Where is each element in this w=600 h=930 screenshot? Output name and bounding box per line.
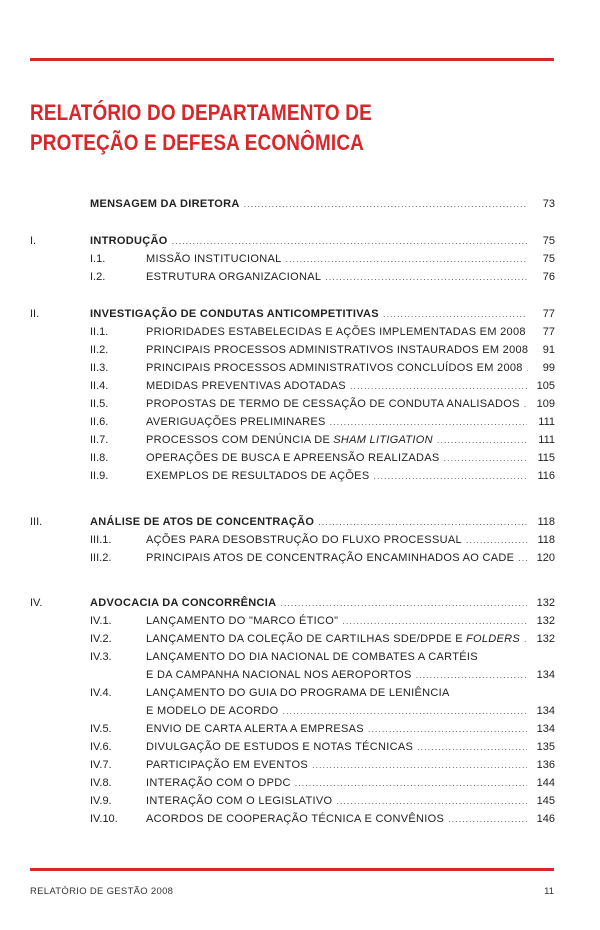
toc-entry-label: AVERIGUAÇÕES PRELIMINARES (146, 416, 326, 428)
toc-entry-label-italic: FOLDERS (465, 633, 521, 645)
toc-entry-page: 144 (536, 777, 555, 789)
toc-entry-text (90, 514, 531, 530)
toc-entry-page: 75 (542, 253, 555, 265)
toc-entry-text (146, 324, 531, 340)
toc-entry (30, 685, 555, 701)
title-line-2: PROTEÇÃO E DEFESA ECONÔMICA (30, 130, 365, 155)
toc-leader-dots (312, 757, 527, 773)
toc-entry-number: IV.1. (90, 615, 112, 627)
toc-entry-text (146, 550, 531, 566)
toc-entry-text (146, 757, 531, 773)
toc-entry (30, 269, 555, 285)
toc-entry (30, 811, 555, 827)
toc-entry-label: MENSAGEM DA DIRETORA (90, 198, 240, 210)
toc-entry-label: ANÁLISE DE ATOS DE CONCENTRAÇÃO (90, 516, 315, 528)
toc-entry-page: 115 (537, 452, 555, 464)
toc-entry (30, 649, 555, 665)
toc-entry-number: II.4. (90, 380, 109, 392)
toc-entry (30, 739, 555, 755)
toc-entry (30, 251, 555, 267)
toc-entry-text (146, 269, 531, 285)
toc-entry (30, 775, 555, 791)
toc-entry-number: IV.3. (90, 651, 112, 663)
toc-leader-dots (518, 550, 527, 566)
toc-entry-text (146, 342, 531, 358)
toc-entry-number: I.2. (90, 271, 106, 283)
toc-entry-page: 145 (536, 795, 555, 807)
toc-entry-label: ESTRUTURA ORGANIZACIONAL (146, 271, 322, 283)
toc-entry (30, 324, 555, 340)
bottom-rule (30, 868, 554, 871)
toc-entry-label: ENVIO DE CARTA ALERTA A EMPRESAS (146, 723, 364, 735)
toc-entry-page: 118 (537, 516, 555, 528)
toc-entry-label: PROCESSOS COM DENÚNCIA DE (146, 434, 331, 446)
toc-entry-number: IV.7. (90, 759, 112, 771)
toc-entry-label: INVESTIGAÇÃO DE CONDUTAS ANTICOMPETITIVAS (90, 308, 379, 320)
toc-entry (30, 360, 555, 376)
toc-entry-page: 77 (542, 326, 555, 338)
toc-leader-dots (342, 613, 527, 629)
toc-entry-page: 109 (536, 398, 555, 410)
toc-entry-number: IV.4. (90, 687, 112, 699)
toc-entry (30, 550, 555, 566)
toc-entry-text (146, 532, 531, 548)
toc-entry-page: 76 (542, 271, 555, 283)
toc-entry-page: 111 (538, 416, 555, 428)
toc-entry-label: E DA CAMPANHA NACIONAL NOS AEROPORTOS (146, 669, 412, 681)
toc-entry (30, 514, 555, 530)
toc-entry-number: II.9. (90, 470, 109, 482)
toc-entry-page: 132 (536, 597, 555, 609)
toc-entry (30, 703, 555, 719)
toc-entry-text (146, 414, 531, 430)
toc-entry-text (146, 251, 531, 267)
toc-entry (30, 532, 555, 548)
toc-entry-label-italic: SHAM LITIGATION (333, 434, 433, 446)
footer-report-title: RELATÓRIO DE GESTÃO 2008 (30, 886, 174, 897)
toc-entry (30, 233, 555, 249)
toc-entry-text (146, 378, 531, 394)
toc-entry (30, 450, 555, 466)
toc-entry-number: I.1. (90, 253, 106, 265)
toc-entry-number: IV.10. (90, 813, 118, 825)
toc-entry-page: 134 (536, 705, 555, 717)
toc-entry-number: III.1. (90, 534, 112, 546)
toc-entry (30, 721, 555, 737)
toc-entry-number: IV.9. (90, 795, 112, 807)
toc-entry-text (146, 396, 531, 412)
toc-entry-label: PRINCIPAIS PROCESSOS ADMINISTRATIVOS INSTAURADOS EM 2008 (146, 344, 529, 356)
toc-entry-label: LANÇAMENTO DA COLEÇÃO DE CARTILHAS SDE/DPDE E (146, 633, 463, 645)
toc-leader-dots (383, 306, 527, 322)
toc-entry-number: I. (30, 235, 37, 247)
toc-entry-number: II. (30, 308, 40, 320)
toc-entry-page: 118 (537, 534, 555, 546)
toc-entry-text (90, 306, 531, 322)
toc-entry-page: 73 (542, 198, 555, 210)
toc-entry-text (90, 233, 531, 249)
toc-entry-label: INTRODUÇÃO (90, 235, 168, 247)
toc-entry-page: 120 (536, 552, 555, 564)
toc-entry-page: 111 (538, 434, 555, 446)
toc-entry-page: 134 (536, 723, 555, 735)
toc-entry-label: OPERAÇÕES DE BUSCA E APREENSÃO REALIZADAS (146, 452, 440, 464)
toc-entry-label: PROPOSTAS DE TERMO DE CESSAÇÃO DE CONDUTA ANALISADOS (146, 398, 520, 410)
toc-entry-label: PRINCIPAIS ATOS DE CONCENTRAÇÃO ENCAMINHADOS AO CADE (146, 552, 515, 564)
toc-entry-number: II.3. (90, 362, 109, 374)
toc-entry-page: 135 (536, 741, 555, 753)
toc-leader-dots (524, 396, 527, 412)
toc-entry-page: 75 (542, 235, 555, 247)
toc-entry-number: II.8. (90, 452, 109, 464)
page-title (30, 98, 494, 158)
toc-entry-page: 134 (536, 669, 555, 681)
toc-entry-label: LANÇAMENTO DO "MARCO ÉTICO" (146, 615, 339, 627)
toc-entry-number: II.7. (90, 434, 109, 446)
toc-entry-page: 105 (536, 380, 555, 392)
toc-entry (30, 613, 555, 629)
toc-entry-number: II.1. (90, 326, 109, 338)
toc-entry-label: INTERAÇÃO COM O LEGISLATIVO (146, 795, 333, 807)
toc-entry-label: PRINCIPAIS PROCESSOS ADMINISTRATIVOS CONCLUÍDOS EM 2008 (146, 362, 523, 374)
toc-entry-label: EXEMPLOS DE RESULTADOS DE AÇÕES (146, 470, 370, 482)
toc-leader-dots (318, 514, 527, 530)
toc-entry-text (146, 775, 531, 791)
toc-entry-label: LANÇAMENTO DO GUIA DO PROGRAMA DE LENIÊNCIA (146, 687, 450, 699)
toc-entry-number: II.5. (90, 398, 109, 410)
toc-entry-text (146, 667, 531, 683)
toc-entry (30, 468, 555, 484)
toc-entry (30, 432, 555, 448)
toc-entry-text (146, 631, 531, 647)
toc-entry-label: ACORDOS DE COOPERAÇÃO TÉCNICA E CONVÊNIOS (146, 813, 445, 825)
toc-leader-dots (524, 631, 527, 647)
toc-entry-number: III.2. (90, 552, 112, 564)
toc-entry-text (146, 360, 531, 376)
toc-entry-text (90, 196, 531, 212)
footer-page-number: 11 (544, 886, 554, 897)
toc-leader-dots (368, 721, 527, 737)
toc-entry-label: DIVULGAÇÃO DE ESTUDOS E NOTAS TÉCNICAS (146, 741, 414, 753)
toc-leader-dots (417, 739, 527, 755)
toc-entry (30, 342, 555, 358)
toc-entry-label: PRIORIDADES ESTABELECIDAS E AÇÕES IMPLEMENTADAS EM 2008 (146, 326, 526, 338)
toc-leader-dots (295, 775, 527, 791)
toc-entry-label: MISSÃO INSTITUCIONAL (146, 253, 282, 265)
toc-entry-text (90, 595, 531, 611)
toc-entry-number: IV.5. (90, 723, 112, 735)
toc-entry-label: MEDIDAS PREVENTIVAS ADOTADAS (146, 380, 346, 392)
toc-entry-number: II.6. (90, 416, 109, 428)
toc-entry-page: 91 (542, 344, 555, 356)
toc-entry (30, 196, 555, 212)
toc-entry-page: 116 (537, 470, 555, 482)
toc-entry (30, 631, 555, 647)
toc-leader-dots (336, 793, 527, 809)
toc-entry-number: III. (30, 516, 43, 528)
toc-leader-dots (466, 532, 527, 548)
toc-entry (30, 414, 555, 430)
toc-entry (30, 757, 555, 773)
toc-leader-dots (350, 378, 527, 394)
toc-entry-text (146, 649, 531, 665)
toc-entry-text (146, 613, 531, 629)
toc-entry-label: E MODELO DE ACORDO (146, 705, 279, 717)
toc-entry-label: LANÇAMENTO DO DIA NACIONAL DE COMBATES A CARTÉIS (146, 651, 478, 663)
toc-entry-text (146, 703, 531, 719)
toc-entry-label: INTERAÇÃO COM O DPDC (146, 777, 291, 789)
toc-entry-page: 132 (536, 615, 555, 627)
toc-leader-dots (444, 450, 528, 466)
toc-leader-dots (448, 811, 527, 827)
toc-entry-page: 136 (536, 759, 555, 771)
toc-leader-dots (330, 414, 527, 430)
toc-entry (30, 793, 555, 809)
top-rule (30, 58, 554, 61)
toc-entry-label: AÇÕES PARA DESOBSTRUÇÃO DO FLUXO PROCESSUAL (146, 534, 462, 546)
toc-entry (30, 595, 555, 611)
toc-entry-page: 146 (536, 813, 555, 825)
toc-entry-number: II.2. (90, 344, 109, 356)
toc-leader-dots (280, 595, 527, 611)
toc-entry-text (146, 721, 531, 737)
toc-entry-text (146, 739, 531, 755)
toc-entry (30, 306, 555, 322)
toc-leader-dots (325, 269, 527, 285)
toc-entry (30, 667, 555, 683)
toc-entry-text (146, 811, 531, 827)
toc-entry-text (146, 468, 531, 484)
toc-entry-page: 99 (542, 362, 555, 374)
toc-leader-dots (244, 196, 527, 212)
toc-leader-dots (286, 251, 527, 267)
toc-entry-page: 77 (542, 308, 555, 320)
toc-leader-dots (172, 233, 527, 249)
toc-entry-page: 132 (536, 633, 555, 645)
toc-entry-label: ADVOCACIA DA CONCORRÊNCIA (90, 597, 277, 609)
toc-entry-text (146, 432, 531, 448)
toc-entry-number: IV. (30, 597, 43, 609)
toc-leader-dots (283, 703, 527, 719)
toc-leader-dots (437, 432, 527, 448)
toc-entry-number: IV.6. (90, 741, 112, 753)
toc-entry-label: PARTICIPAÇÃO EM EVENTOS (146, 759, 308, 771)
toc-entry-text (146, 793, 531, 809)
toc-entry-text (146, 685, 531, 701)
toc-entry (30, 396, 555, 412)
toc-leader-dots (373, 468, 527, 484)
toc-entry (30, 378, 555, 394)
toc-entry-text (146, 450, 531, 466)
toc-entry-number: IV.2. (90, 633, 112, 645)
toc-leader-dots (416, 667, 527, 683)
title-line-1: RELATÓRIO DO DEPARTAMENTO DE (30, 100, 372, 125)
toc-entry-number: IV.8. (90, 777, 112, 789)
